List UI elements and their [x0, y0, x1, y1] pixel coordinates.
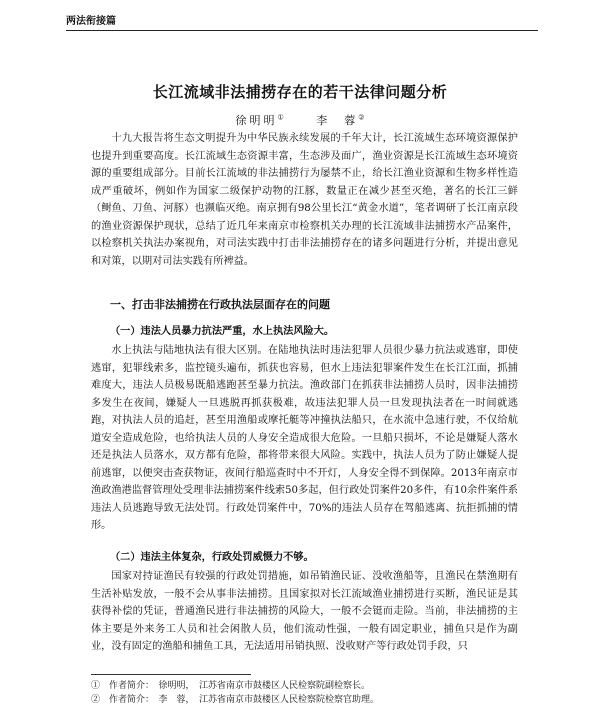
- footnote: ② 作者简介： 李 蓉， 江苏省南京市鼓楼区人民检察院检察官助理。: [91, 695, 380, 705]
- header-section-label: 两法衔接篇: [66, 16, 116, 27]
- subsection-heading: （一）违法人员暴力抗法严重，水上执法风险大。: [110, 325, 335, 337]
- author-name: 徐明明: [235, 114, 278, 127]
- author-footnote-mark: ②: [358, 113, 365, 122]
- author-name: 李 蓉: [316, 114, 359, 127]
- intro-paragraph: 十九大报告将生态文明提升为中华民族永续发展的千年大计，长江流域生态环境资源保护也提升到重要高度。长江流域生态资源丰富，生态涉及面广，渔业资源是长江流域生态环境资源的重要组成部分。目前长江流域的非法捕捞行为屡禁不止，给长江渔业资源和生物多样性造成严重破坏，例如作为国家二级保护动物的江豚，数量正在减少甚至灭绝，著名的长江三鲜（鲥鱼、刀鱼、河豚）也濒临灭绝。南京拥有98公里长江“黄金水道”，笔者调研了长江南京段的渔业资源保护现状，总结了近几年来南京市检察机关办理的长江流域非法捕捞水产品案件，以检察机关执法办案视角，对司法实践中打击非法捕捞存在的诸多问题进行分析，并提出意见和对策，以期对司法实践有所裨益。: [91, 133, 518, 267]
- body-paragraph: 水上执法与陆地执法有很大区别。在陆地执法时违法犯罪人员很少暴力抗法或逃窜，即使逃窜，犯罪线索多，监控镜头遍布，抓获也容易，但水上违法犯罪案件发生在长江江面，抓捕难度大，违法人员极易既船逃跑甚至暴力抗法。渔政部门在抓获非法捕捞人员时，因非法捕捞多发生在夜间，嫌疑人一旦逃脱再抓获极难，故违法犯罪人员一旦发现执法者在一时间就逃跑，对执法人员的追赶，甚至用渔船或摩托艇等冲撞执法船只，在水流中急速行驶，不仅给航道安全造成危险，也给执法人员的人身安全造成很大危险。一旦船只损坏，不论是嫌疑人落水还是执法人员落水，双方都有危险，都将带来很大风险。实践中，执法人员为了防止嫌疑人提前逃窜，以便突击查获物证，夜间行船巡查时中不开灯，人身安全得不到保障。2013年南京市渔政渔港监督管理处受理非法捕捞案件线索50多起，但行政处罚案件20多件，有10余件案件系违法人员逃跑导致无法处罚。行政处罚案件中，70%的违法人员存在驾船逃离、抗拒抓捕的情形。: [91, 345, 518, 531]
- footnote-divider: [91, 674, 251, 675]
- body-paragraph: 国家对持证渔民有较强的行政处罚措施，如吊销渔民证、没收渔船等，且渔民在禁渔期有生活补贴发放，一般不会从事非法捕捞。且国家拟对长江流域渔业捕捞进行买断，渔民证是其获得补偿的凭证，普通渔民进行非法捕捞的风险大，一般不会铤而走险。当前，非法捕捞的主体主要是外来务工人员和社会闲散人员，他们流动性强，一般有固定职业，捕鱼只是作为副业，没有固定的渔船和捕鱼工具，无法适用吊销执照、没收财产等行政处罚手段，只: [91, 571, 518, 652]
- section-heading: 一、打击非法捕捞在行政执法层面存在的问题: [110, 298, 330, 311]
- running-header: [66, 8, 538, 31]
- article-title: 长江流域非法捕捞存在的若干法律问题分析: [152, 83, 448, 101]
- author-footnote-mark: ①: [277, 113, 284, 122]
- footnote: ① 作者简介： 徐明明， 江苏省南京市鼓楼区人民检察院副检察长。: [91, 681, 371, 691]
- subsection-heading: （二）违法主体复杂，行政处罚威慑力不够。: [110, 551, 314, 563]
- author-line: [0, 112, 600, 128]
